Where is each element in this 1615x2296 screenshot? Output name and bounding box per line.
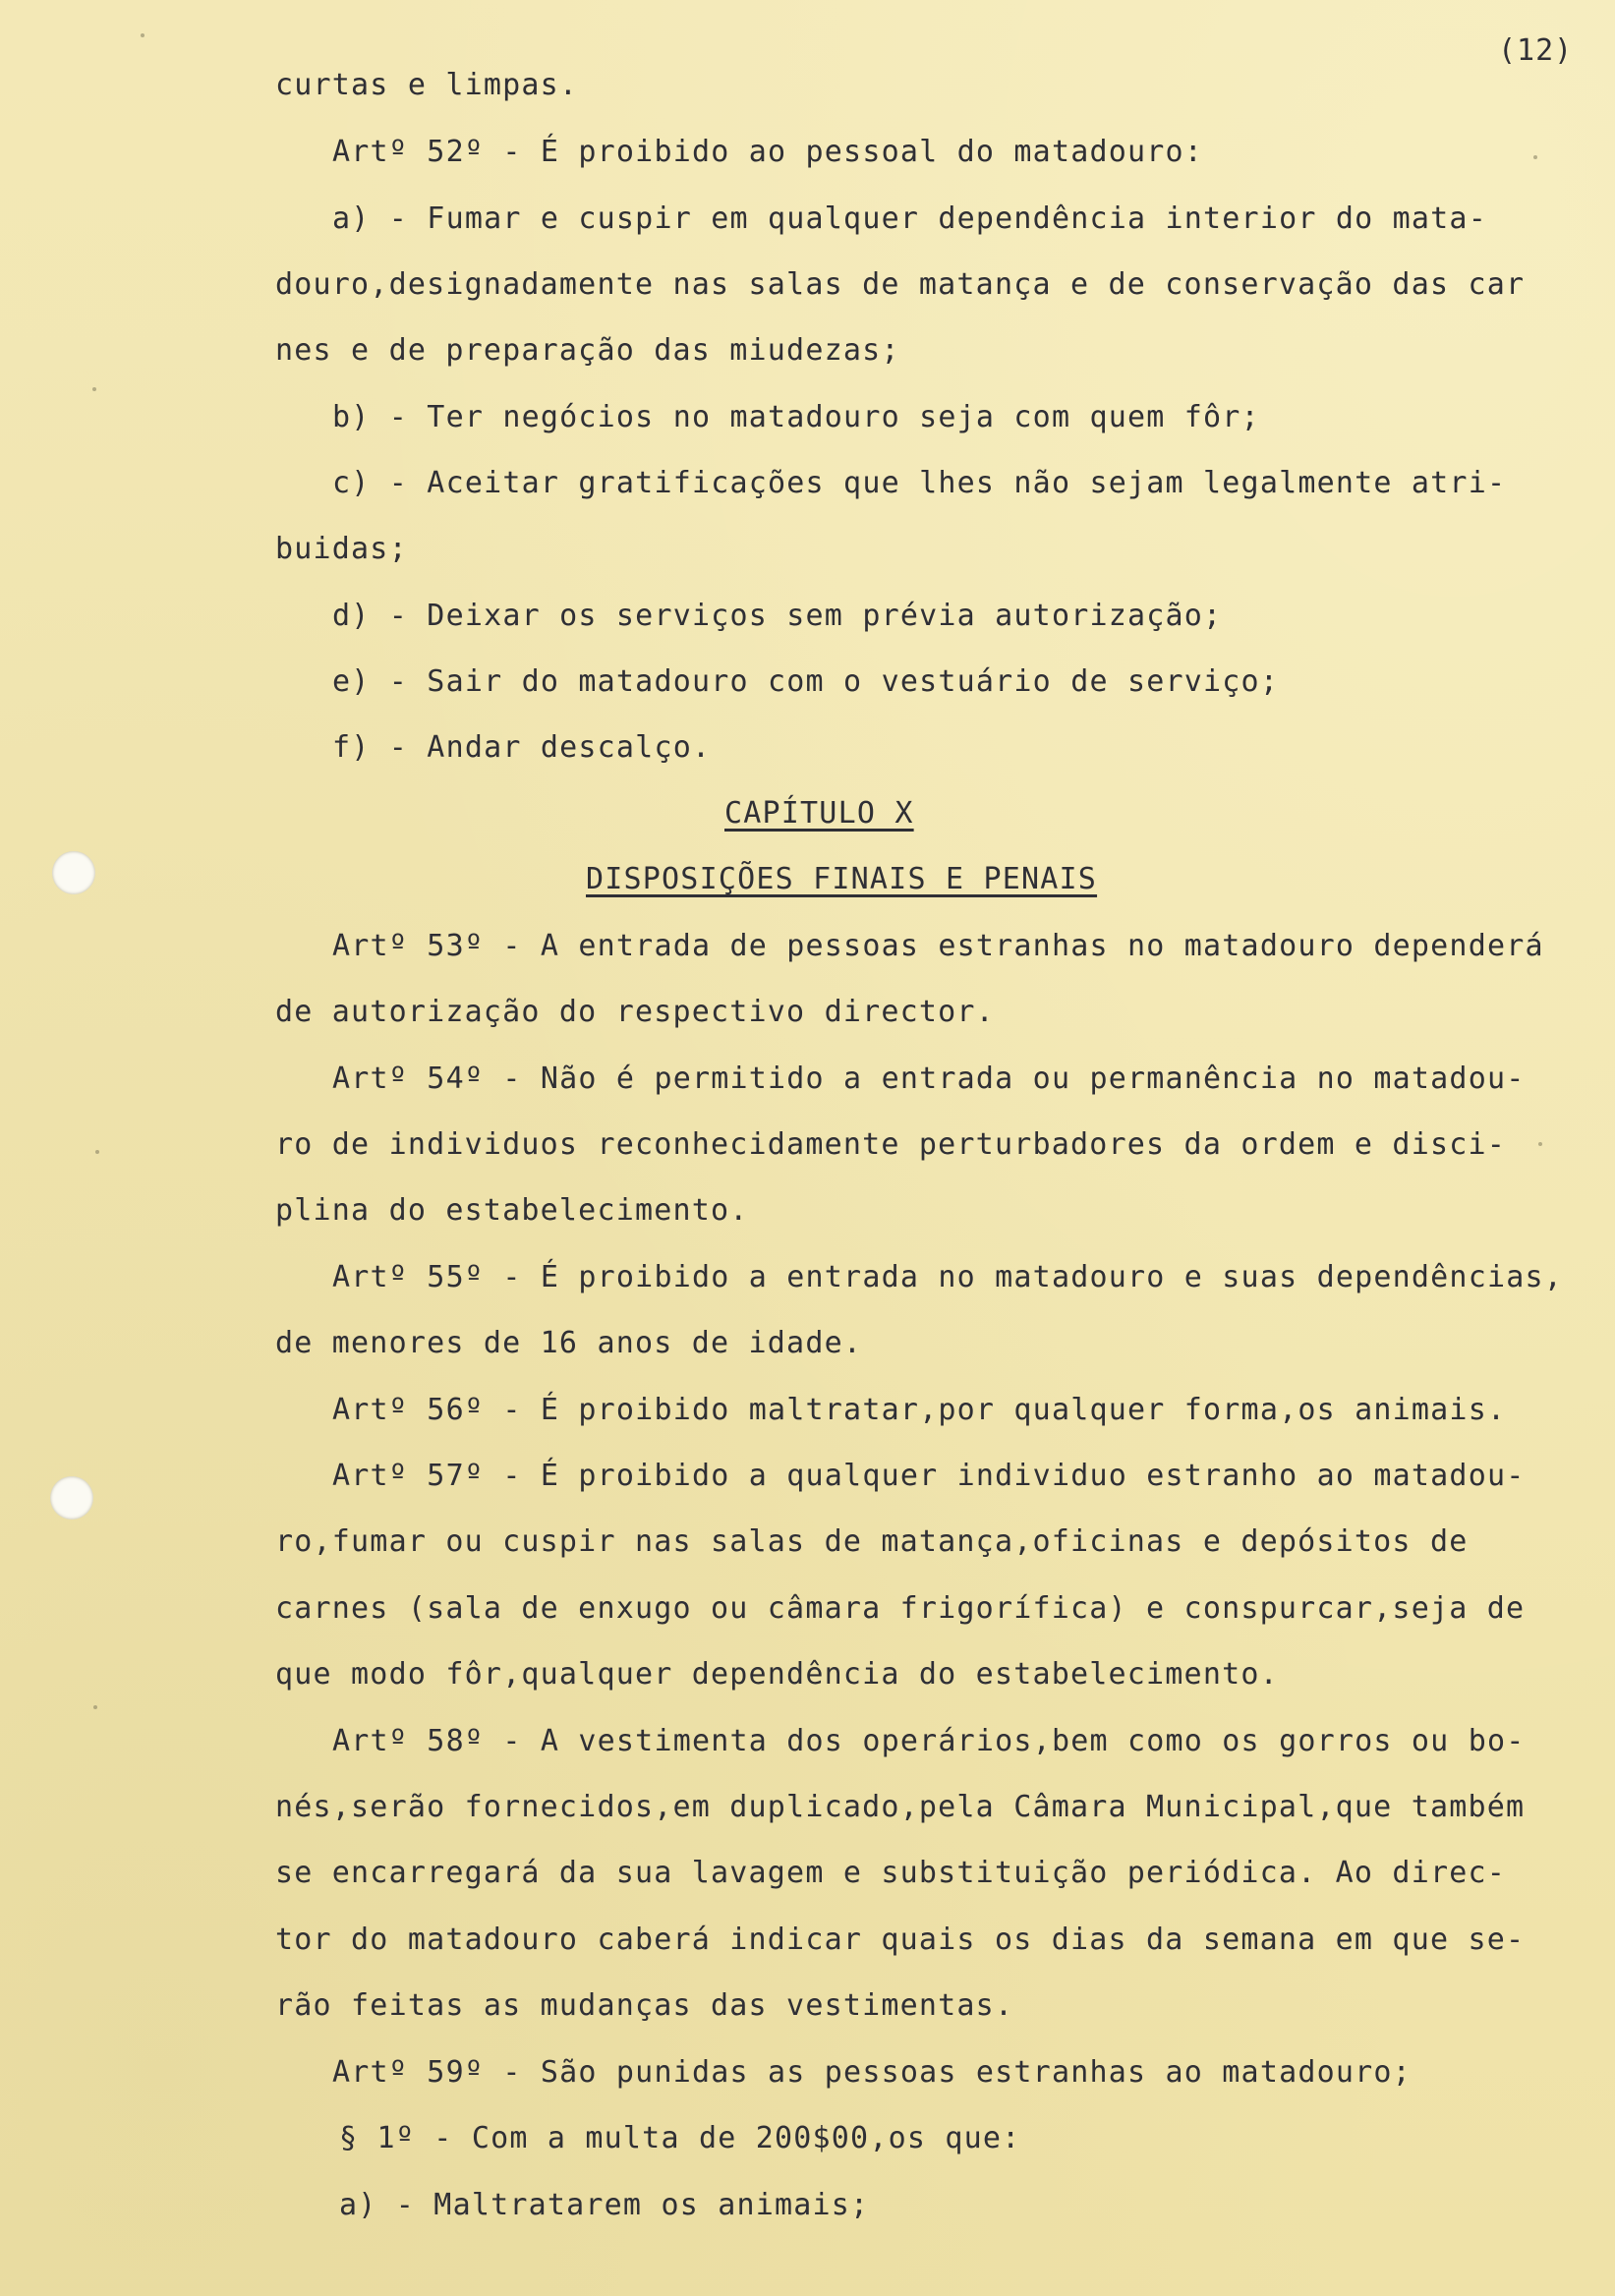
article-heading-52: Artº 52º - É proibido ao pessoal do matadouro:	[332, 135, 1204, 169]
article-heading-55: Artº 55º - É proibido a entrada no matadouro e suas dependências,	[332, 1260, 1563, 1294]
punch-hole	[50, 1476, 93, 1520]
article-heading-58: Artº 58º - A vestimenta dos operários,bem como os gorros ou bo-	[332, 1724, 1526, 1758]
list-item-d: d) - Deixar os serviços sem prévia autorização;	[332, 599, 1223, 633]
paper-speck	[93, 1705, 97, 1709]
list-item-a: a) - Fumar e cuspir em qualquer dependência interior do mata-	[332, 201, 1487, 236]
article-heading-54: Artº 54º - Não é permitido a entrada ou permanência no matadou-	[332, 1062, 1526, 1096]
text-line: carnes (sala de enxugo ou câmara frigorífica) e conspurcar,seja de	[275, 1591, 1526, 1626]
paper-speck	[1538, 1142, 1542, 1146]
text-line: douro,designadamente nas salas de matança e de conservação das car	[275, 267, 1526, 302]
chapter-subtitle: DISPOSIÇÕES FINAIS E PENAIS	[586, 862, 1098, 896]
list-item-b: b) - Ter negócios no matadouro seja com quem fôr;	[332, 400, 1260, 434]
text-line: se encarregará da sua lavagem e substituição periódica. Ao direc-	[275, 1856, 1506, 1890]
list-item-f: f) - Andar descalço.	[332, 730, 712, 765]
text-line: plina do estabelecimento.	[275, 1193, 749, 1228]
text-line: nes e de preparação das miudezas;	[275, 333, 900, 368]
paper-speck	[1533, 155, 1537, 159]
article-heading-59: Artº 59º - São punidas as pessoas estranhas ao matadouro;	[332, 2055, 1412, 2090]
article-heading-57: Artº 57º - É proibido a qualquer individuo estranho ao matadou-	[332, 1459, 1526, 1493]
paper-speck	[92, 387, 96, 391]
text-line: tor do matadouro caberá indicar quais os dias da semana em que se-	[275, 1923, 1526, 1957]
text-line: rão feitas as mudanças das vestimentas.	[275, 1988, 1014, 2023]
text-line: buidas;	[275, 532, 408, 566]
text-line: nés,serão fornecidos,em duplicado,pela Câmara Municipal,que também	[275, 1790, 1526, 1824]
paper-speck	[141, 33, 144, 37]
text-line: que modo fôr,qualquer dependência do estabelecimento.	[275, 1657, 1279, 1692]
paper-speck	[95, 1150, 99, 1154]
paragraph-heading: § 1º - Com a multa de 200$00,os que:	[339, 2121, 1021, 2155]
page-number: (12)	[1498, 33, 1574, 68]
article-heading-56: Artº 56º - É proibido maltratar,por qualquer forma,os animais.	[332, 1393, 1507, 1427]
punch-hole	[52, 851, 95, 894]
list-item-c: c) - Aceitar gratificações que lhes não sejam legalmente atri-	[332, 466, 1507, 500]
text-line: ro,fumar ou cuspir nas salas de matança,oficinas e depósitos de	[275, 1524, 1469, 1559]
text-line: curtas e limpas.	[275, 68, 579, 102]
list-item-e: e) - Sair do matadouro com o vestuário de serviço;	[332, 664, 1280, 699]
text-line: ro de individuos reconhecidamente perturbadores da ordem e disci-	[275, 1127, 1506, 1162]
text-line: de autorização do respectivo director.	[275, 995, 995, 1029]
text-line: de menores de 16 anos de idade.	[275, 1326, 863, 1360]
list-item-a: a) - Maltratarem os animais;	[339, 2188, 870, 2222]
chapter-title: CAPÍTULO X	[724, 796, 914, 831]
article-heading-53: Artº 53º - A entrada de pessoas estranhas no matadouro dependerá	[332, 929, 1544, 963]
